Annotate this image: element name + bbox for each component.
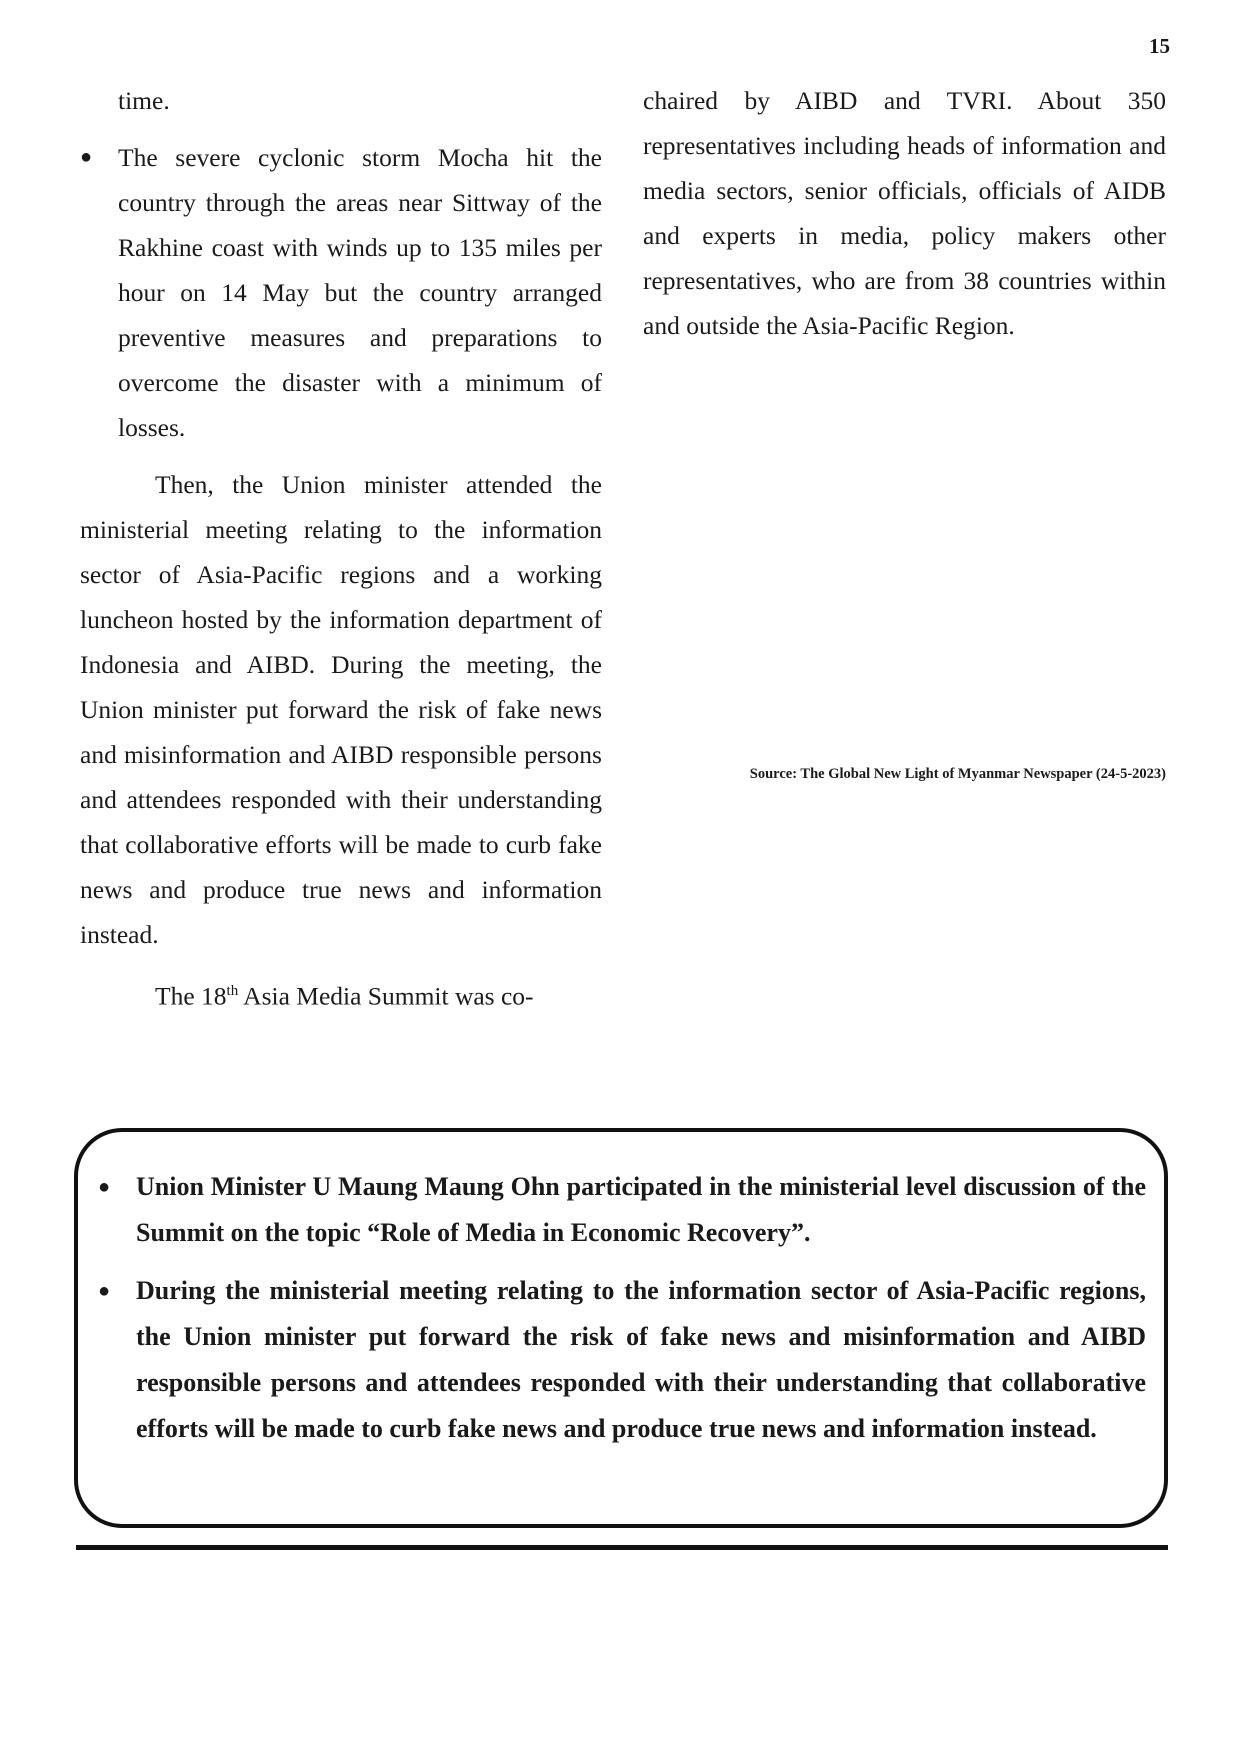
bullet-text: The severe cyclonic storm Mocha hit the country through the areas near Sittway of the Rakhine coast with winds up to 135 miles per hour on 14 May but the country arranged preventive measures and preparations to overcome the disaster with a minimum of losses. — [118, 143, 602, 442]
paragraph-summit-continued: chaired by AIBD and TVRI. About 350 representatives including heads of information and media sectors, senior officials, officials of AIDB and experts in media, policy makers other representatives, who are from 38 countries within and outside the Asia-Pacific Region. — [643, 86, 1166, 340]
bullet-item-cyclone — [80, 135, 602, 450]
ordinal-superscript: th — [226, 983, 239, 999]
page-number: 15 — [1149, 34, 1170, 58]
bullet-icon: ● — [98, 1280, 111, 1302]
summary-list — [98, 1164, 1146, 1464]
source-note: Source: The Global New Light of Myanmar Newspaper (24-5-2023) — [749, 766, 1166, 782]
continued-text: time. — [118, 86, 170, 115]
summary-item — [98, 1164, 1146, 1256]
summary-item-text: Union Minister U Maung Maung Ohn participated in the ministerial level discussion of the Summit on the topic “Role of Media in Economic Recovery”. — [136, 1172, 1146, 1247]
left-column — [80, 78, 602, 1019]
bullet-icon: ● — [98, 1176, 111, 1198]
bullet-icon: ● — [80, 146, 93, 168]
paragraph-ministerial-meeting: Then, the Union minister attended the ministerial meeting relating to the information sector of Asia-Pacific regions and a working luncheon hosted by the information department of Indonesia and AIBD. During the meeting, the Union minister put forward the risk of fake news and misinformation and AIBD responsible persons and attendees responded with their understanding that collaborative efforts will be made to curb fake news and produce true news and information instead. — [80, 470, 602, 949]
bottom-divider — [76, 1545, 1168, 1550]
summary-item — [98, 1268, 1146, 1452]
paragraph-summit-intro — [80, 969, 602, 1019]
right-column — [643, 78, 1166, 348]
paragraph-summit-suffix: Asia Media Summit was co- — [238, 981, 534, 1011]
paragraph-summit-prefix: The 18 — [155, 981, 227, 1011]
summary-item-text: During the ministerial meeting relating to the information sector of Asia-Pacific regions, the Union minister put forward the risk of fake news and misinformation and AIBD responsible persons and attendees responded with their understanding that collaborative efforts will be made to curb fake news and produce true news and information instead. — [136, 1276, 1146, 1443]
